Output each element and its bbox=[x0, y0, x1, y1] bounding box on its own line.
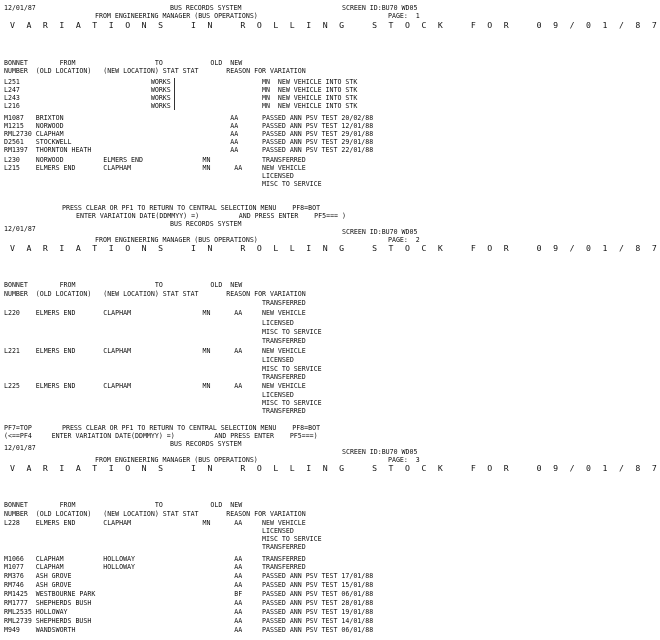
table-row: L230 NORWOOD ELMERS END MN TRANSFERRED bbox=[4, 156, 306, 164]
p3-system: BUS RECORDS SYSTEM bbox=[170, 440, 242, 448]
table-row: LICENSED bbox=[4, 356, 294, 364]
table-row: MISC TO SERVICE bbox=[4, 365, 322, 373]
table-row: RM1777 SHEPHERDS BUSH AA PASSED ANN PSV TEST 28/01/88 bbox=[4, 599, 374, 607]
table-row: MISC TO SERVICE bbox=[4, 399, 322, 407]
p2-system: BUS RECORDS SYSTEM bbox=[170, 220, 242, 228]
p1-footer2: ENTER VARIATION DATE(DDMMYY) =) AND PRESS ENTER PF5=== ) bbox=[76, 212, 346, 220]
table-row: LICENSED bbox=[4, 319, 294, 327]
p2-title: V A R I A T I O N S I N R O L L I N G S T O C K F O R 0 9 / 0 1 / 8 7 bbox=[10, 243, 660, 253]
table-row: RM1397 THORNTON HEATH AA PASSED ANN PSV TEST 22/01/88 bbox=[4, 146, 374, 154]
table-row: L225 ELMERS END CLAPHAM MN AA NEW VEHICLE bbox=[4, 382, 306, 390]
p3-title: V A R I A T I O N S I N R O L L I N G S T O C K F O R 0 9 / 0 1 / 8 7 bbox=[10, 463, 660, 473]
table-row: L251 WORKS MN NEW VEHICLE INTO STK bbox=[4, 78, 358, 86]
p2-footer1: PRESS CLEAR OR PF1 TO RETURN TO CENTRAL SELECTION MENU PF8=BOT bbox=[62, 424, 321, 432]
table-row: M1215 NORWOOD AA PASSED ANN PSV TEST 12/01/88 bbox=[4, 122, 374, 130]
table-row: TRANSFERRED bbox=[4, 407, 306, 415]
table-row: RML2739 SHEPHERDS BUSH AA PASSED ANN PSV TEST 14/01/88 bbox=[4, 617, 374, 625]
table-row: MISC TO SERVICE bbox=[4, 180, 322, 188]
p1-footer1: PRESS CLEAR OR PF1 TO RETURN TO CENTRAL SELECTION MENU PF8=BOT bbox=[62, 204, 321, 212]
p1-system: BUS RECORDS SYSTEM bbox=[170, 4, 242, 12]
p1-date: 12/01/87 bbox=[4, 4, 36, 12]
table-row: L215 ELMERS END CLAPHAM MN AA NEW VEHICLE bbox=[4, 164, 306, 172]
table-row: M1077 CLAPHAM HOLLOWAY AA TRANSFERRED bbox=[4, 563, 306, 571]
table-row: L221 ELMERS END CLAPHAM MN AA NEW VEHICLE bbox=[4, 347, 306, 355]
table-row: RM1425 WESTBOURNE PARK BF PASSED ANN PSV TEST 06/01/88 bbox=[4, 590, 374, 598]
p3-header-line1: BONNET FROM TO OLD NEW bbox=[4, 501, 243, 509]
p2-footer2: (<==PF4 ENTER VARIATION DATE(DDMMYY) =) AND PRESS ENTER PF5===) bbox=[4, 432, 318, 440]
table-row: MISC TO SERVICE bbox=[4, 328, 322, 336]
table-row: TRANSFERRED bbox=[4, 373, 306, 381]
p3-page-label: PAGE: 3 bbox=[388, 456, 420, 464]
table-row: RM746 ASH GROVE AA PASSED ANN PSV TEST 15/01/88 bbox=[4, 581, 374, 589]
p1-header-line1: BONNET FROM TO OLD NEW bbox=[4, 59, 243, 67]
p1-from: FROM ENGINEERING MANAGER (BUS OPERATIONS) bbox=[95, 12, 258, 20]
table-row: M1087 BRIXTON AA PASSED ANN PSV TEST 20/02/88 bbox=[4, 114, 374, 122]
p2-date: 12/01/87 bbox=[4, 225, 36, 233]
table-row: L220 ELMERS END CLAPHAM MN AA NEW VEHICLE bbox=[4, 309, 306, 317]
p1-screen-id: SCREEN ID:BU70 WD05 bbox=[342, 4, 418, 12]
table-row: LICENSED bbox=[4, 527, 294, 535]
p2-header-line1: BONNET FROM TO OLD NEW bbox=[4, 281, 243, 289]
table-row: L247 WORKS MN NEW VEHICLE INTO STK bbox=[4, 86, 358, 94]
table-row: L243 WORKS MN NEW VEHICLE INTO STK bbox=[4, 94, 358, 102]
p3-date: 12/01/87 bbox=[4, 444, 36, 452]
table-row: RML2730 CLAPHAM AA PASSED ANN PSV TEST 29/01/88 bbox=[4, 130, 374, 138]
p3-header-line2: NUMBER (OLD LOCATION) (NEW LOCATION) STAT STAT REASON FOR VARIATION bbox=[4, 510, 306, 518]
p2-screen-id: SCREEN ID:BU70 WD05 bbox=[342, 228, 418, 236]
table-row: L216 WORKS MN NEW VEHICLE INTO STK bbox=[4, 102, 358, 110]
table-row: MISC TO SERVICE bbox=[4, 535, 322, 543]
p2-footer0: PF7=TOP bbox=[4, 424, 32, 432]
table-row: RML2535 HOLLOWAY AA PASSED ANN PSV TEST 19/01/88 bbox=[4, 608, 374, 616]
p2-header-line2: NUMBER (OLD LOCATION) (NEW LOCATION) STAT STAT REASON FOR VARIATION bbox=[4, 290, 306, 298]
p3-screen-id: SCREEN ID:BU70 WD05 bbox=[342, 448, 418, 456]
p1-page-label: PAGE: 1 bbox=[388, 12, 420, 20]
table-row: L228 ELMERS END CLAPHAM MN AA NEW VEHICLE bbox=[4, 519, 306, 527]
table-row: D2561 STOCKWELL AA PASSED ANN PSV TEST 29/01/88 bbox=[4, 138, 374, 146]
table-row: LICENSED bbox=[4, 391, 294, 399]
p2-page-label: PAGE: 2 bbox=[388, 236, 420, 244]
table-row: RM376 ASH GROVE AA PASSED ANN PSV TEST 17/01/88 bbox=[4, 572, 374, 580]
p1-header-line2: NUMBER (OLD LOCATION) (NEW LOCATION) STAT STAT REASON FOR VARIATION bbox=[4, 67, 306, 75]
table-row: TRANSFERRED bbox=[4, 299, 306, 307]
table-row: TRANSFERRED bbox=[4, 543, 306, 551]
p2-from: FROM ENGINEERING MANAGER (BUS OPERATIONS) bbox=[95, 236, 258, 244]
table-row: LICENSED bbox=[4, 172, 294, 180]
p1-title: V A R I A T I O N S I N R O L L I N G S T O C K F O R 0 9 / 0 1 / 8 7 bbox=[10, 20, 660, 30]
table-row: TRANSFERRED bbox=[4, 337, 306, 345]
pen-mark bbox=[174, 78, 175, 110]
p3-from: FROM ENGINEERING MANAGER (BUS OPERATIONS) bbox=[95, 456, 258, 464]
table-row: M1066 CLAPHAM HOLLOWAY AA TRANSFERRED bbox=[4, 555, 306, 563]
table-row: M949 WANDSWORTH AA PASSED ANN PSV TEST 06/01/88 bbox=[4, 626, 374, 634]
